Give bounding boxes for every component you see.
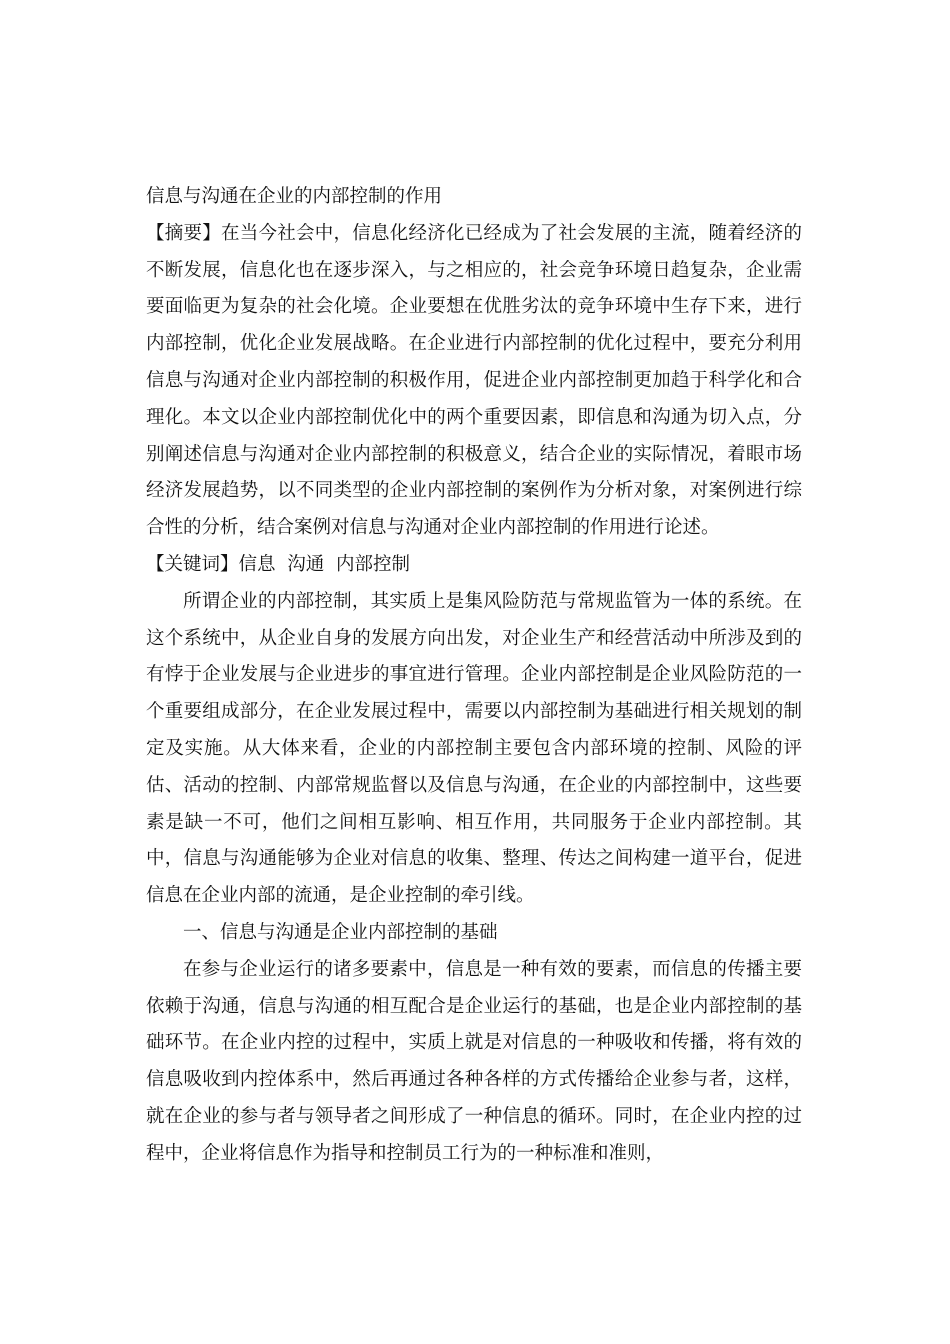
body-paragraph-section-1: 在参与企业运行的诸多要素中，信息是一种有效的要素，而信息的传播主要依赖于沟通，信息与沟通的相互配合是企业运行的基础，也是企业内部控制的基础环节。在企业内控的过程中，实质上就是对信息的一种吸收和传播，将有效的信息吸收到内控体系中，然后再通过各种各样的方式传播给企业参与者，这样，就在企业的参与者与领导者之间形成了一种信息的循环。同时，在企业内控的过程中，企业将信息作为指导和控制员工行为的一种标准和准则， [146, 958, 802, 1164]
keywords-line: 【关键词】信息 沟通 内部控制 [146, 553, 411, 575]
section-heading-1: 一、信息与沟通是企业内部控制的基础 [183, 921, 498, 943]
document-body [146, 179, 802, 1173]
abstract-paragraph: 【摘要】在当今社会中，信息化经济化已经成为了社会发展的主流，随着经济的不断发展，信息化也在逐步深入，与之相应的，社会竞争环境日趋复杂，企业需要面临更为复杂的社会化境。企业要想在优胜劣汰的竞争环境中生存下来，进行内部控制，优化企业发展战略。在企业进行内部控制的优化过程中，要充分利用信息与沟通对企业内部控制的积极作用，促进企业内部控制更加趋于科学化和合理化。本文以企业内部控制优化中的两个重要因素，即信息和沟通为切入点，分别阐述信息与沟通对企业内部控制的积极意义，结合企业的实际情况，着眼市场经济发展趋势，以不同类型的企业内部控制的案例作为分析对象，对案例进行综合性的分析，结合案例对信息与沟通对企业内部控制的作用进行论述。 [146, 222, 802, 539]
document-title: 信息与沟通在企业的内部控制的作用 [146, 186, 443, 207]
body-paragraph-intro: 所谓企业的内部控制，其实质上是集风险防范与常规监管为一体的系统。在这个系统中，从企业自身的发展方向出发，对企业生产和经营活动中所涉及到的有悖于企业发展与企业进步的事宜进行管理。企业内部控制是企业风险防范的一个重要组成部分，在企业发展过程中，需要以内部控制为基础进行相关规划的制定及实施。从大体来看，企业的内部控制主要包含内部环境的控制、风险的评估、活动的控制、内部常规监督以及信息与沟通，在企业的内部控制中，这些要素是缺一不可，他们之间相互影响、相互作用，共同服务于企业内部控制。其中，信息与沟通能够为企业对信息的收集、整理、传达之间构建一道平台，促进信息在企业内部的流通，是企业控制的牵引线。 [146, 590, 802, 907]
